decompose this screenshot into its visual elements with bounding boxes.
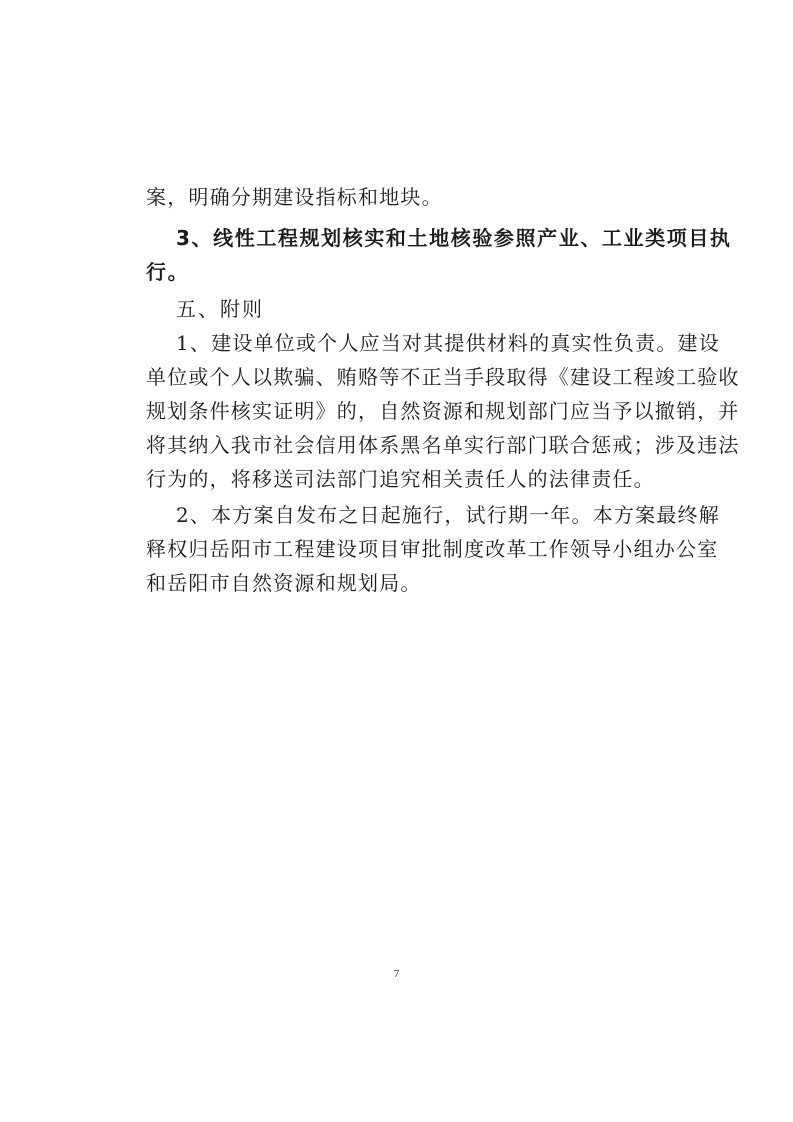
paragraph-2-line-1: 2、本方案自发布之日起施行，试行期一年。本方案最终解 <box>176 503 720 527</box>
paragraph-line-continuation: 案，明确分期建设指标和地块。 <box>146 185 443 209</box>
paragraph-1-line-3: 规划条件核实证明》的，自然资源和规划部门应当予以撤销，并 <box>146 399 740 423</box>
paragraph-1-line-2: 单位或个人以欺骗、贿赂等不正当手段取得《建设工程竣工验收 <box>146 365 740 389</box>
paragraph-2-line-2: 释权归岳阳市工程建设项目审批制度改革工作领导小组办公室 <box>146 537 719 561</box>
paragraph-2-line-3: 和岳阳市自然资源和规划局。 <box>146 571 422 595</box>
section-heading-supplementary: 五、附则 <box>176 297 264 321</box>
paragraph-1-line-4: 将其纳入我市社会信用体系黑名单实行部门联合惩戒；涉及违法 <box>146 433 740 457</box>
paragraph-1-line-5: 行为的，将移送司法部门追究相关责任人的法律责任。 <box>146 467 655 491</box>
bold-item-3-line-1: 3、线性工程规划核实和土地核验参照产业、工业类项目执 <box>176 226 732 250</box>
paragraph-1-line-1: 1、建设单位或个人应当对其提供材料的真实性负责。建设 <box>176 331 720 355</box>
bold-item-3-line-2: 行。 <box>146 260 190 284</box>
page-number: 7 <box>393 968 400 980</box>
